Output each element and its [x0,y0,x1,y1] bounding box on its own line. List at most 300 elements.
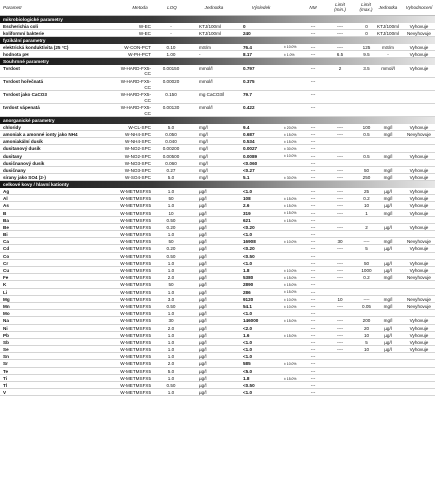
table-row [0,195,435,202]
param-cell: Ti [3,375,7,381]
table-row [0,202,435,209]
evaluation-cell: Vyhovuje [409,44,429,50]
table-row [0,289,435,296]
limit-max-cell: 5 [365,246,368,252]
result-cell: 0.534 [243,139,255,145]
nm-cell: --- [310,210,316,216]
result-cell: 1.6 [243,332,250,338]
method-cell: W-METMSFX5 [120,246,151,252]
loq-cell: 0.50 [166,253,176,259]
loq-cell: - [170,30,172,36]
param-cell: tvrdost vápenatá [3,105,40,111]
result-cell: 9.4 [243,124,250,130]
nm-cell: --- [310,260,316,266]
param-cell: dusičnanový dusík [3,160,45,166]
result-cell: 286 [243,289,251,295]
evaluation-cell: Nevyhovuje [406,132,431,138]
evaluation-cell: Vyhovuje [409,224,429,230]
limit-max-cell: 5 [365,339,368,345]
nm-cell: --- [310,282,316,288]
uncertainty-cell: ± 15.0% [284,218,297,223]
limit-max-cell: 2 [365,224,368,230]
table-row [0,332,435,339]
limit-unit-cell: µg/l [384,268,392,274]
nm-cell: --- [310,160,316,166]
table-row [0,78,435,91]
result-cell: 2.6 [243,203,250,209]
table-row [0,346,435,353]
method-cell: W-NH4-SPC [125,139,151,145]
limit-min-cell: ---- [336,210,344,216]
unit-cell: µg/l [199,347,207,353]
method-cell: W-PH-PCT [128,51,151,57]
header-vyhodnoceni: Vyhodnocení [405,5,433,10]
unit-cell: µg/l [199,232,207,238]
result-cell: 1.8 [243,268,250,274]
table-row [0,160,435,167]
header-jednotka: Jednotka [204,5,224,10]
method-cell: W-CON-PCT [124,44,151,50]
param-cell: Fe [3,275,9,281]
result-cell: <1.0 [243,354,253,360]
nm-cell: --- [310,303,316,309]
nm-cell: --- [310,296,316,302]
section-header [0,16,435,23]
limit-unit-cell: µg/l [384,188,392,194]
limit-min-cell: 30 [337,239,343,245]
unit-cell: µg/l [199,354,207,360]
param-cell: Tvrdost jako CaCO3 [3,91,47,97]
loq-cell: 0.040 [165,139,177,145]
unit-cell: µg/l [199,325,207,331]
uncertainty-cell: ± 10.0% [284,268,297,273]
loq-cell: 0.00020 [162,78,180,84]
unit-cell: µg/l [199,289,207,295]
limit-unit-cell: mmol/l [381,65,395,71]
result-cell: 16908 [243,239,256,245]
table-row [0,65,435,78]
limit-max-cell: 3.5 [363,65,370,71]
table-body [0,16,435,396]
result-cell: 0.797 [243,65,255,71]
limit-unit-cell: mg/l [383,124,393,130]
limit-min-cell: ---- [336,124,344,130]
unit-cell: mg/l [199,146,208,152]
evaluation-cell: Nevyhovuje [406,296,431,302]
param-cell: Mn [3,303,10,309]
unit-cell: - [199,51,201,57]
param-cell: Bi [3,232,8,238]
method-cell: W-NO3-SPC [124,160,151,166]
result-cell: 76.4 [243,44,252,50]
nm-cell: --- [310,139,316,145]
result-cell: 0.687 [243,132,255,138]
section-title: Souhrnné parametry [3,58,49,64]
param-cell: hodnota pH [3,51,29,57]
uncertainty-cell: ± 30.0% [284,175,297,180]
uncertainty-cell: ± 10.0% [284,297,297,302]
evaluation-cell: Vyhovuje [409,246,429,252]
header-metoda: Metoda [132,5,148,10]
table-row [0,23,435,30]
limit-unit-cell: µg/l [384,260,392,266]
method-cell: W-HARD-FX5- CC [120,65,151,77]
result-cell: 5.1 [243,175,250,181]
param-cell: Ni [3,325,8,331]
method-cell: W-NH4-SPC [125,132,151,138]
result-cell: <5.0 [243,368,253,374]
nm-cell: --- [310,224,316,230]
param-cell: dusitanový dusík [3,146,41,152]
result-cell: 240 [243,30,251,36]
nm-cell: --- [310,275,316,281]
param-cell: Mg [3,296,10,302]
loq-cell: 10 [168,210,174,216]
unit-cell: mmol/l [199,105,213,111]
nm-cell: --- [310,375,316,381]
method-cell: W-NO2-SPC [124,153,151,159]
loq-cell: 50 [168,282,174,288]
loq-cell: 2.0 [167,361,175,367]
table-row [0,360,435,367]
unit-cell: µg/l [199,361,207,367]
limit-unit-cell: µg/l [384,339,392,345]
loq-cell: - [170,23,172,29]
method-cell: W-METMSFX5 [120,188,151,194]
limit-max-cell: 0.5 [363,132,370,138]
nm-cell: --- [310,253,316,259]
limit-unit-cell: mS/m [382,44,394,50]
method-cell: W-METMSFX5 [120,390,151,396]
method-cell: W-EC [138,23,151,29]
uncertainty-cell: ± 15.0% [284,132,297,137]
table-row [0,274,435,281]
nm-cell: --- [310,232,316,238]
nm-cell: --- [310,30,316,36]
table-row [0,325,435,332]
param-cell: Pb [3,332,9,338]
limit-min-cell: ---- [336,275,344,281]
unit-cell: mg/l [199,124,208,130]
header-limit-min: Limit (min.) [334,2,346,12]
evaluation-cell: Nevyhovuje [406,275,431,281]
param-cell: Sr [3,361,8,367]
limit-max-cell: ---- [363,296,370,302]
nm-cell: --- [310,196,316,202]
nm-cell: --- [310,51,316,57]
uncertainty-cell: ± 30.0% [284,147,297,152]
table-row [0,224,435,231]
limit-unit-cell: µg/l [384,325,392,331]
unit-cell: KTJ/100ml [199,30,221,36]
evaluation-cell: Vyhovuje [409,168,429,173]
loq-cell: 0.150 [165,91,177,97]
loq-cell: 1.0 [167,311,175,317]
method-cell: W-METMSFX5 [120,239,151,245]
result-cell: <1.0 [243,311,253,317]
method-cell: W-METMSFX5 [120,347,151,353]
method-cell: W-METMSFX5 [120,217,151,223]
param-cell: Tvrdost [3,65,20,71]
method-cell: W-EC [138,30,151,36]
method-cell: W-METMSFX5 [120,196,151,202]
uncertainty-cell: ± 1.0% [284,52,295,57]
limit-max-cell: 9.5 [363,51,370,57]
table-row [0,339,435,346]
table-row [0,368,435,375]
limit-min-cell: 10 [337,296,343,302]
loq-cell: 5.0 [167,368,175,374]
nm-cell: --- [310,325,316,331]
evaluation-cell: Vyhovuje [409,210,429,216]
result-cell: <2.0 [243,325,253,331]
evaluation-cell: Vyhovuje [409,188,429,194]
unit-cell: µg/l [199,224,207,230]
result-cell: <0.20 [243,224,255,230]
limit-unit-cell: µg/l [384,203,392,209]
limit-min-cell: ---- [336,224,344,230]
nm-cell: --- [310,246,316,252]
param-cell: Te [3,368,9,374]
limit-max-cell: 0.2 [363,275,370,281]
param-cell: Se [3,347,9,353]
limit-unit-cell: mg/l [383,318,393,324]
loq-cell: 1.00 [166,51,176,57]
loq-cell: 2.0 [167,275,175,281]
table-row [0,91,435,104]
loq-cell: 1.0 [167,203,175,209]
limit-min-cell: ---- [336,203,344,209]
result-cell: 146000 [243,318,259,324]
result-cell: <0.50 [243,253,255,259]
unit-cell: µg/l [199,203,207,209]
limit-unit-cell: mg/l [383,296,393,302]
method-cell: W-METMSFX5 [120,383,151,389]
unit-cell: mg/l [199,168,208,173]
result-cell: <0.060 [243,160,258,166]
loq-cell: 0.27 [166,168,176,173]
param-cell: Ag [3,188,10,194]
unit-cell: µg/l [199,282,207,288]
evaluation-cell: Vyhovuje [409,268,429,274]
limit-max-cell: 0 [365,30,368,36]
param-cell: Escherichia coli [3,23,38,29]
param-cell: amoniak a amonné ionty jako NH4 [3,132,78,138]
nm-cell: --- [310,175,316,181]
limit-max-cell: 0 [365,23,368,29]
method-cell: W-HARD-FX5- CC [120,78,151,90]
nm-cell: --- [310,332,316,338]
loq-cell: 1.0 [167,268,175,274]
nm-cell: --- [310,347,316,353]
limit-min-cell: ---- [336,339,344,345]
uncertainty-cell: ± 15.0% [284,319,297,324]
loq-cell: 5.0 [167,175,175,181]
table-row [0,303,435,310]
uncertainty-cell: ± 20.0% [284,125,297,130]
limit-max-cell: 25 [363,188,370,194]
loq-cell: 0.00500 [162,153,180,159]
nm-cell: --- [310,289,316,295]
param-cell: sírany jako SO4 (2-) [3,175,46,181]
param-cell: Tl [3,383,8,389]
result-cell: 0.0027 [243,146,258,152]
uncertainty-cell: ± 15.0% [284,290,297,295]
loq-cell: 3.0 [167,296,175,302]
loq-cell: 5.0 [167,124,175,130]
nm-cell: --- [310,311,316,317]
param-cell: Cu [3,268,10,274]
loq-cell: 1.0 [167,347,175,353]
param-cell: Cd [3,246,10,252]
unit-cell: µg/l [199,196,207,202]
method-cell: W-METMSFX5 [120,203,151,209]
nm-cell: --- [310,383,316,389]
limit-max-cell: ---- [363,239,370,245]
limit-max-cell: 1 [365,210,368,216]
table-row [0,238,435,245]
param-cell: Be [3,224,9,230]
unit-cell: µg/l [199,390,207,396]
param-cell: V [3,390,7,396]
method-cell: W-NO2-SPC [124,146,151,152]
limit-min-cell: ---- [336,246,344,252]
loq-cell: 1.0 [167,375,175,381]
table-row [0,124,435,131]
method-cell: W-METMSFX5 [120,368,151,374]
limit-unit-cell: µg/l [384,332,392,338]
loq-cell: 0.20 [166,246,176,252]
limit-unit-cell: KTJ/100ml [377,30,399,36]
limit-unit-cell: mg/l [383,175,393,181]
method-cell: W-METMSFX5 [120,268,151,274]
method-cell: W-METMSFX5 [120,318,151,324]
limit-min-cell: ---- [336,132,344,138]
unit-cell: µg/l [199,210,207,216]
limit-unit-cell: KTJ/100ml [377,23,399,29]
table-row [0,30,435,37]
result-cell: 2890 [243,282,254,288]
loq-cell: 0.20 [166,224,176,230]
param-cell: K [3,282,7,288]
section-title: fyzikální parametry [3,37,46,43]
nm-cell: --- [310,368,316,374]
unit-cell: µg/l [199,296,207,302]
nm-cell: --- [310,268,316,274]
uncertainty-cell: ± 15.0% [284,333,297,338]
header-limit-max: Limit (max.) [359,2,373,12]
result-cell: 54.1 [243,303,252,309]
table-row [0,267,435,274]
param-cell: Cr [3,260,9,266]
table-row [0,138,435,145]
uncertainty-cell: ± 15.0% [284,376,297,381]
nm-cell: --- [310,146,316,152]
limit-min-cell: ---- [336,168,344,173]
limit-unit-cell: µg/l [384,347,392,353]
limit-min-cell: ---- [336,318,344,324]
table-row [0,131,435,138]
limit-unit-cell: mg/l [383,153,393,159]
uncertainty-cell: ± 15.0% [284,283,297,288]
loq-cell: 50 [168,196,174,202]
uncertainty-cell: ± 15.0% [284,204,297,209]
limit-unit-cell: mg/l [383,275,393,281]
limit-unit-cell: mg/l [383,196,393,202]
method-cell: W-METMSFX5 [120,275,151,281]
result-cell: 0.375 [243,78,255,84]
loq-cell: 1.0 [167,232,175,238]
param-cell: koliformní bakterie [3,30,45,36]
nm-cell: --- [310,91,316,97]
table-row [0,153,435,160]
nm-cell: --- [310,23,316,29]
nm-cell: --- [310,318,316,324]
nm-cell: --- [310,217,316,223]
section-header [0,37,435,44]
limit-min-cell: ---- [336,332,344,338]
unit-cell: mmol/l [199,65,213,71]
unit-cell: mg/l [199,175,208,181]
result-cell: <0.27 [243,168,255,173]
section-title: anorganické parametry [3,117,55,123]
loq-cell: 1.0 [167,332,175,338]
evaluation-cell: Vyhovuje [409,196,429,202]
table-row [0,104,435,117]
param-cell: Tvrdost hořečnatá [3,78,44,84]
unit-cell: mmol/l [199,78,213,84]
evaluation-cell: Vyhovuje [409,175,429,181]
method-cell: W-HARD-FX5- CC [120,105,151,116]
loq-cell: 1.0 [167,188,175,194]
evaluation-cell: Vyhovuje [409,51,429,57]
result-cell: <1.0 [243,188,253,194]
header-nm: NM [309,5,317,10]
method-cell: W-HARD-FX5- CC [120,91,151,103]
result-cell: 585 [243,361,251,367]
limit-max-cell: 10 [363,332,370,338]
table-row [0,174,435,181]
evaluation-cell: Vyhovuje [409,318,429,324]
unit-cell: µg/l [199,339,207,345]
nm-cell: --- [310,361,316,367]
header-loq: LOQ [167,5,177,10]
unit-cell: µg/l [199,268,207,274]
result-cell: 5380 [243,275,254,281]
loq-cell: 0.050 [165,132,177,138]
table-row [0,167,435,174]
result-cell: 319 [243,210,251,216]
uncertainty-cell: ± 15.0% [284,211,297,216]
evaluation-cell: Vyhovuje [409,124,429,130]
method-cell: W-NO3-SPC [124,168,151,173]
limit-min-cell: 6.5 [336,51,344,57]
loq-cell: 1.0 [167,354,175,360]
result-cell: <1.0 [243,390,253,396]
limit-max-cell: 0.05 [362,303,371,309]
table-row [0,231,435,238]
evaluation-cell: Vyhovuje [409,339,429,345]
table-row [0,353,435,360]
param-cell: B [3,210,7,216]
nm-cell: --- [310,390,316,396]
param-cell: amoniakální dusík [3,139,43,145]
evaluation-cell: Vyhovuje [409,347,429,353]
result-cell: 0.0089 [243,153,258,159]
param-cell: Li [3,289,8,295]
method-cell: W-METMSFX5 [120,303,151,309]
nm-cell: --- [310,168,316,173]
